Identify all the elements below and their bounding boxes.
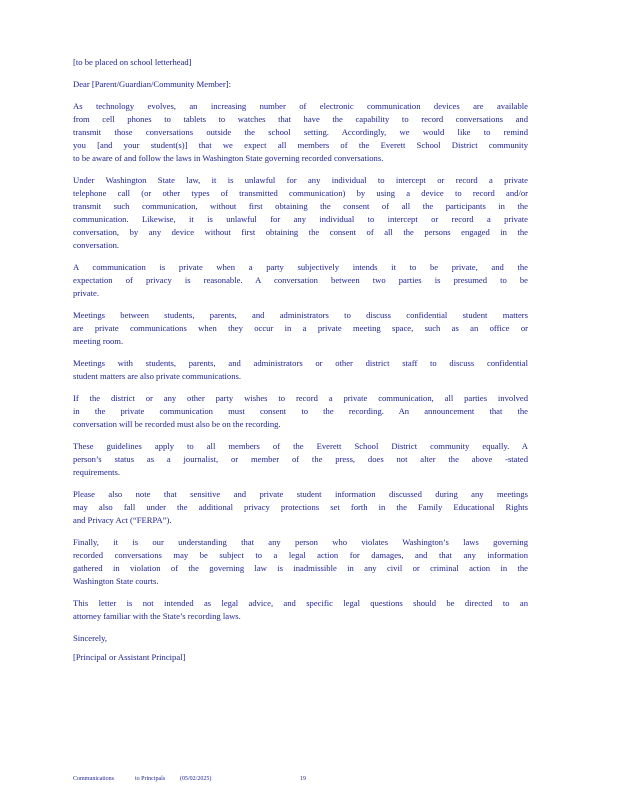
letter-paragraphs bbox=[73, 100, 528, 623]
footer-title: Communications bbox=[73, 776, 114, 782]
paragraph-line: This letter is not intended as legal advice, and specific legal questions should be directed to an bbox=[73, 598, 528, 608]
paragraph-line: A communication is private when a party subjectively intends it to be private, and the bbox=[73, 262, 528, 272]
salutation: Dear [Parent/Guardian/Community Member]: bbox=[73, 79, 231, 89]
paragraph-line: Meetings with students, parents, and administrators or other district staff to discuss confidential bbox=[73, 358, 528, 368]
paragraph-line: person’s status as a journalist, or member of the press, does not alter the above -stated bbox=[73, 454, 528, 464]
paragraph bbox=[73, 261, 528, 300]
footer-to: to Principals bbox=[135, 776, 166, 782]
paragraph-line: meeting room. bbox=[73, 336, 124, 346]
paragraph-line: If the district or any other party wishes to record a private communication, all parties involved bbox=[73, 393, 528, 403]
paragraph-line: requirements. bbox=[73, 467, 121, 477]
paragraph bbox=[73, 536, 528, 588]
paragraph-line: transmit such communication, without first obtaining the consent of all the participants in the bbox=[73, 201, 528, 211]
paragraph-line: to be aware of and follow the laws in Washington State governing recorded conversations. bbox=[73, 153, 384, 163]
paragraph-line: Meetings between students, parents, and administrators to discuss confidential student matters bbox=[73, 310, 528, 320]
paragraph-line: These guidelines apply to all members of the Everett School District community equally. A bbox=[73, 441, 528, 451]
paragraph-line: attorney familiar with the State’s recording laws. bbox=[73, 611, 241, 621]
closing: Sincerely, bbox=[73, 633, 108, 643]
paragraph-line: may also fall under the additional privacy protections set forth in the Family Educational Rights bbox=[73, 502, 528, 512]
paragraph-line: in the private communication must consent to the recording. An announcement that the bbox=[73, 406, 528, 416]
paragraph-line: conversation will be recorded must also be on the recording. bbox=[73, 419, 281, 429]
paragraph-line: from cell phones to tablets to watches that have the capability to record conversations and bbox=[73, 114, 528, 124]
paragraph-line: and Privacy Act (“FERPA”). bbox=[73, 515, 172, 525]
page-footer bbox=[73, 775, 323, 783]
paragraph bbox=[73, 488, 528, 527]
paragraph-line: communication. Likewise, it is unlawful for any individual to intercept or record a private bbox=[73, 214, 528, 224]
paragraph-line: Finally, it is our understanding that any person who violates Washington’s laws governing bbox=[73, 537, 528, 547]
paragraph-line: you [and your student(s)] that we expect all members of the Everett School District community bbox=[73, 140, 528, 150]
signature-line: [Principal or Assistant Principal] bbox=[73, 652, 186, 662]
paragraph bbox=[73, 357, 528, 383]
paragraph bbox=[73, 100, 528, 165]
paragraph-line: Please also note that sensitive and private student information discussed during any meetings bbox=[73, 489, 528, 499]
paragraph bbox=[73, 309, 528, 348]
paragraph bbox=[73, 440, 528, 479]
page-number: 19 bbox=[300, 776, 306, 782]
letterhead-note: [to be placed on school letterhead] bbox=[73, 57, 192, 67]
paragraph-line: telephone call (or other types of transmitted communication) by using a device to record and/or bbox=[73, 188, 528, 198]
paragraph-line: conversation. bbox=[73, 240, 120, 250]
paragraph-line: gathered in violation of the governing law is inadmissible in any civil or criminal action in the bbox=[73, 563, 528, 573]
paragraph-line: transmit those conversations outside the school setting. Accordingly, we would like to remind bbox=[73, 127, 528, 137]
paragraph-line: are private communications when they occur in a private meeting space, such as an office or bbox=[73, 323, 528, 333]
footer-date: (05/02/2025) bbox=[180, 776, 212, 782]
paragraph-line: As technology evolves, an increasing number of electronic communication devices are available bbox=[73, 101, 528, 111]
paragraph bbox=[73, 392, 528, 431]
paragraph-line: private. bbox=[73, 288, 100, 298]
paragraph-line: student matters are also private communications. bbox=[73, 371, 242, 381]
paragraph-line: recorded conversations may be subject to a legal action for damages, and that any information bbox=[73, 550, 528, 560]
paragraph bbox=[73, 597, 528, 623]
letter-body bbox=[73, 56, 528, 673]
paragraph-line: expectation of privacy is reasonable. A conversation between two parties is presumed to be bbox=[73, 275, 528, 285]
paragraph-line: Washington State courts. bbox=[73, 576, 159, 586]
paragraph bbox=[73, 174, 528, 252]
paragraph-line: conversation, by any device without first obtaining the consent of all the persons engaged in the bbox=[73, 227, 528, 237]
paragraph-line: Under Washington State law, it is unlawful for any individual to intercept or record a private bbox=[73, 175, 528, 185]
